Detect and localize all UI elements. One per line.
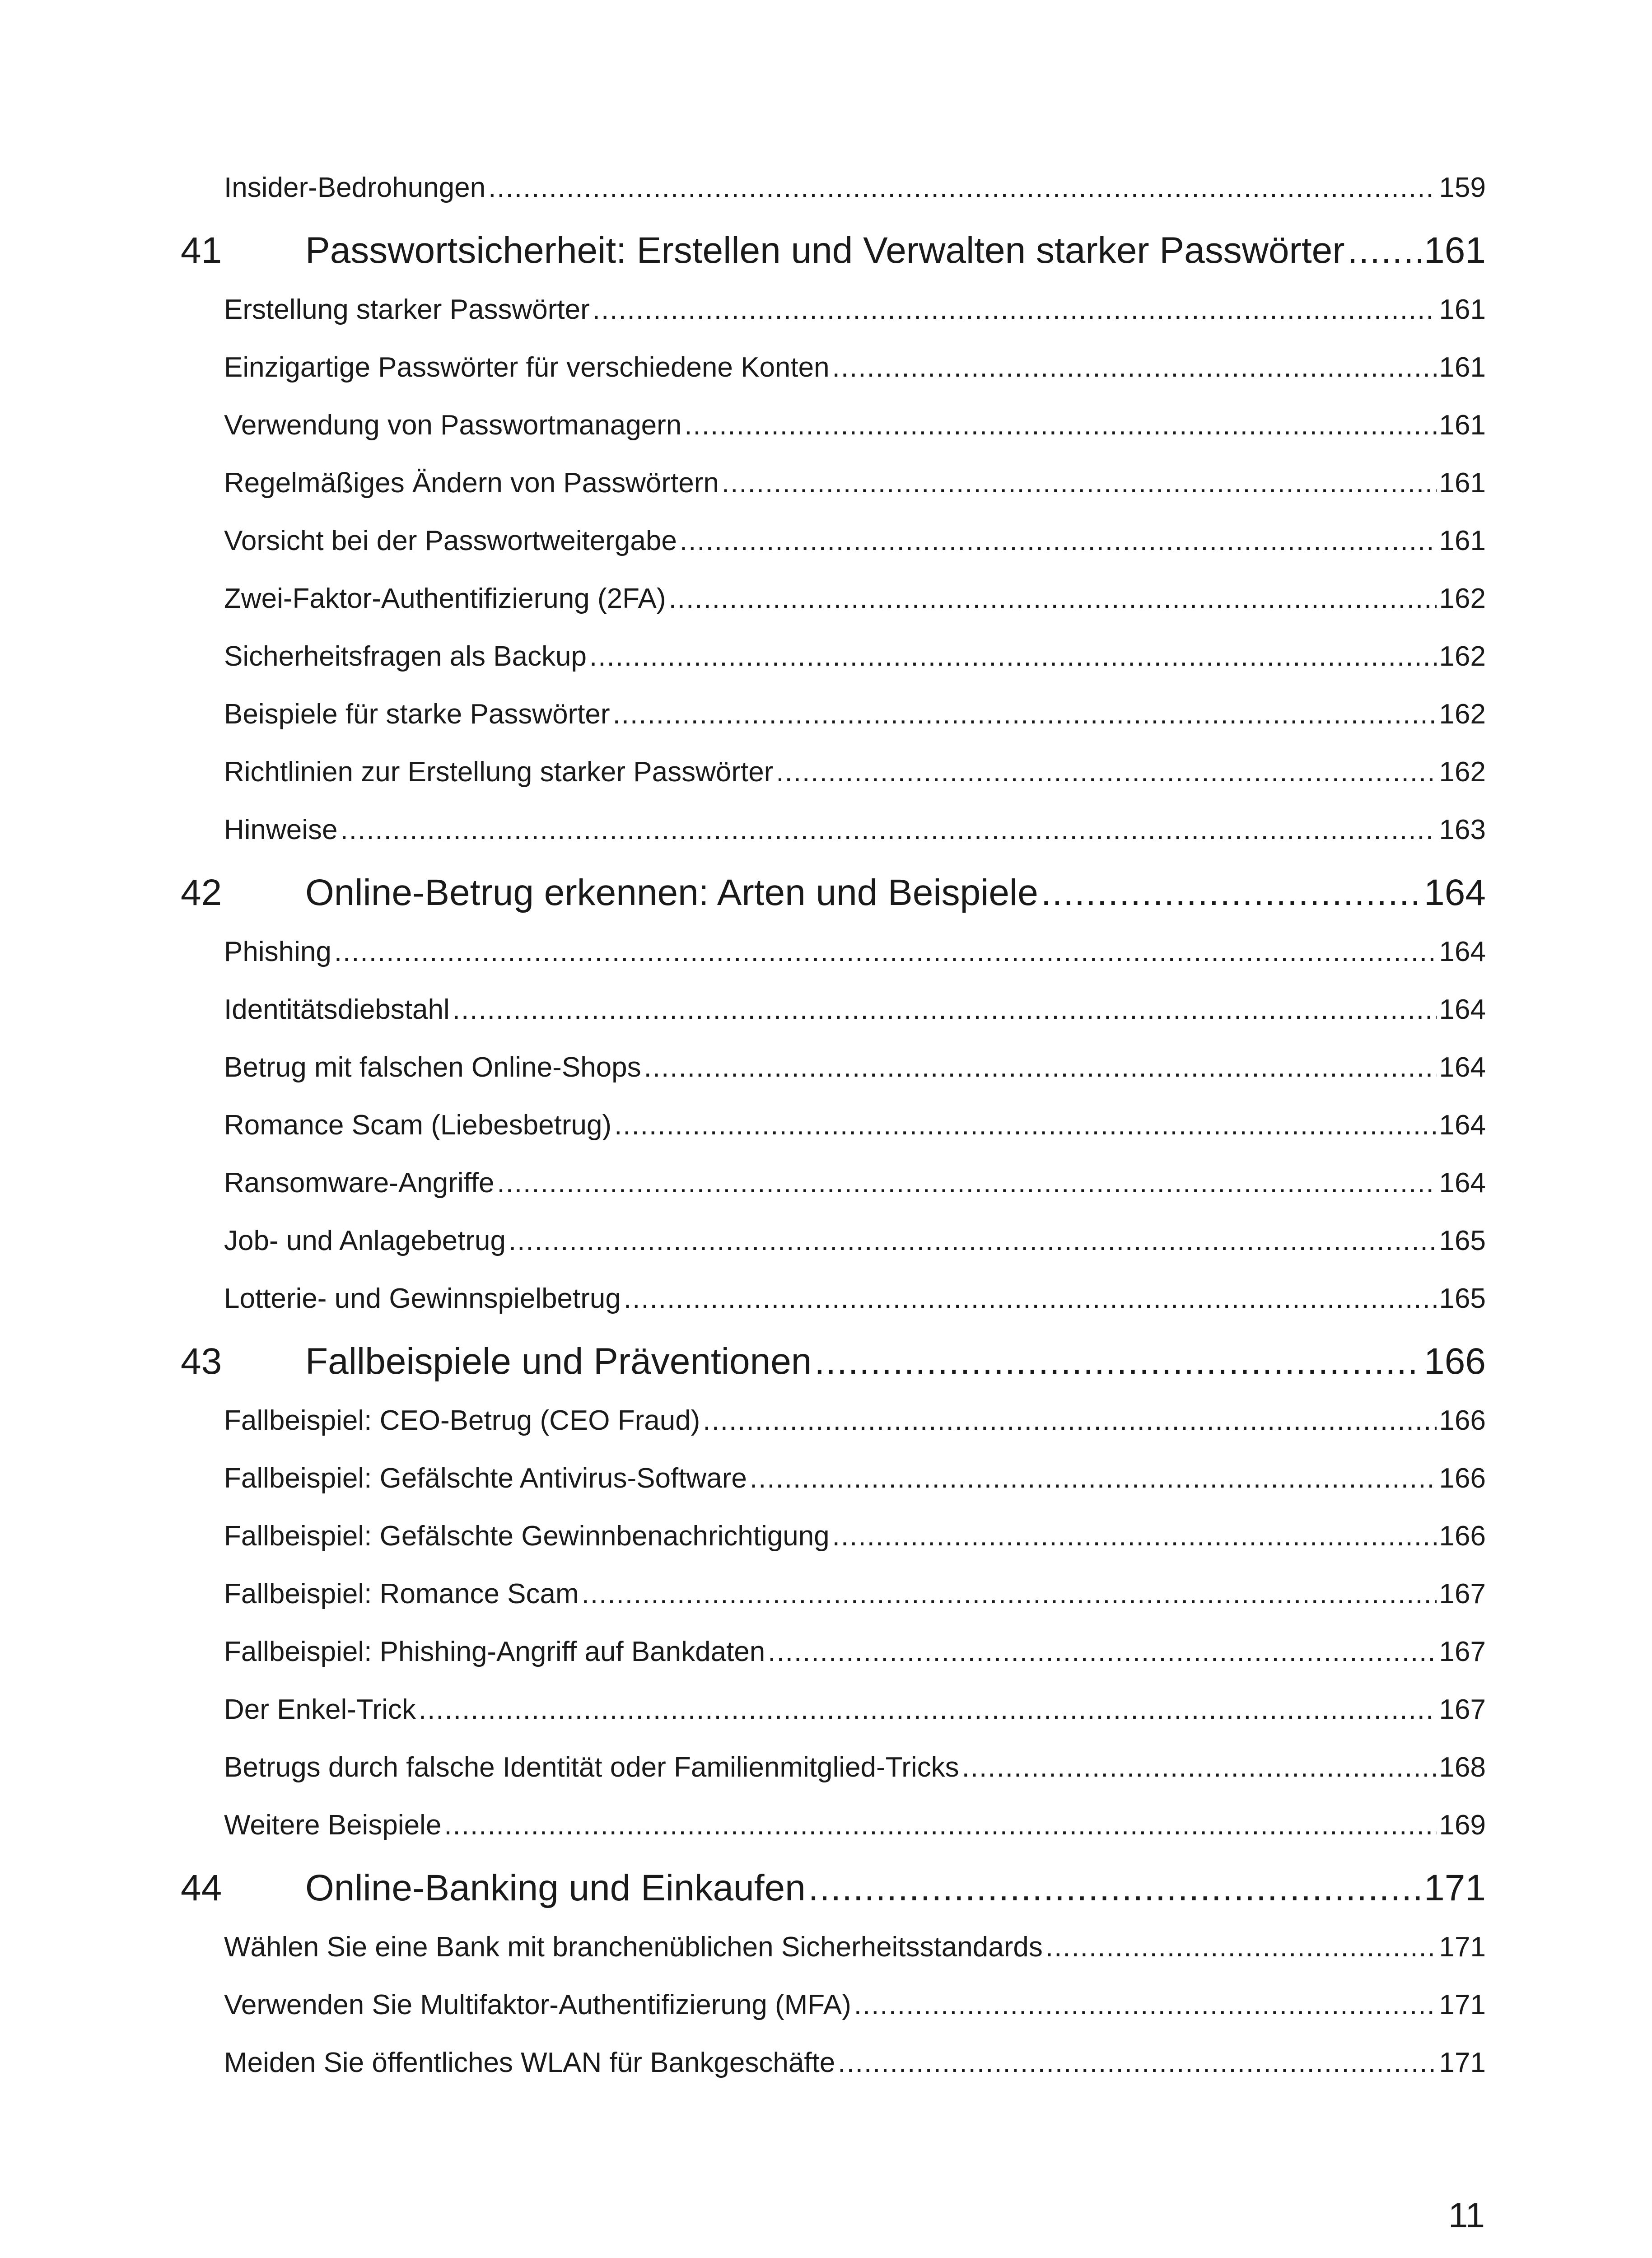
toc-entry-page: 164 — [1439, 1167, 1486, 1199]
dot-leader — [624, 1283, 1437, 1315]
toc-entry-page: 171 — [1439, 1931, 1486, 1963]
dot-leader — [341, 814, 1437, 846]
toc-entry-title: Online-Betrug erkennen: Arten und Beispiele — [305, 872, 1038, 913]
toc-entry-page: 162 — [1439, 756, 1486, 788]
toc-section-entry[interactable] — [181, 1694, 1486, 1751]
toc-entry-page: 164 — [1439, 936, 1486, 967]
toc-entry-page: 159 — [1439, 172, 1486, 203]
dot-leader — [1041, 872, 1421, 914]
toc-entry-page: 164 — [1439, 1110, 1486, 1141]
toc-entry-page: 166 — [1424, 1341, 1486, 1382]
toc-entry-title: Identitätsdiebstahl — [224, 994, 450, 1025]
toc-entry-title: Betrugs durch falsche Identität oder Familienmitglied-Tricks — [224, 1752, 959, 1783]
toc-entry-title: Der Enkel-Trick — [224, 1694, 416, 1725]
toc-entry-title: Weitere Beispiele — [224, 1810, 442, 1841]
toc-section-entry[interactable] — [181, 409, 1486, 467]
toc-section-entry[interactable] — [181, 1167, 1486, 1225]
toc-chapter-entry[interactable] — [181, 872, 1486, 936]
toc-section-entry[interactable] — [181, 1578, 1486, 1636]
toc-section-entry[interactable] — [181, 1051, 1486, 1109]
toc-entry-title: Online-Banking und Einkaufen — [305, 1867, 806, 1908]
dot-leader — [497, 1167, 1436, 1199]
toc-section-entry[interactable] — [181, 640, 1486, 698]
toc-section-entry[interactable] — [181, 1636, 1486, 1694]
dot-leader — [684, 409, 1436, 441]
toc-entry-title: Fallbeispiel: Romance Scam — [224, 1578, 579, 1610]
toc-entry-page: 171 — [1439, 1989, 1486, 2020]
toc-entry-title: Romance Scam (Liebesbetrug) — [224, 1110, 612, 1141]
toc-section-entry[interactable] — [181, 936, 1486, 994]
toc-entry-title: Hinweise — [224, 814, 338, 845]
toc-section-entry[interactable] — [181, 1751, 1486, 1809]
toc-entry-title: Passwortsicherheit: Erstellen und Verwalten starker Passwörter — [305, 230, 1345, 271]
dot-leader — [814, 1340, 1421, 1383]
toc-entry-page: 163 — [1439, 814, 1486, 845]
toc-entry-page: 165 — [1439, 1283, 1486, 1314]
toc-entry-title: Insider-Bedrohungen — [224, 172, 486, 203]
toc-section-entry[interactable] — [181, 1520, 1486, 1578]
toc-entry-title: Regelmäßiges Ändern von Passwörtern — [224, 467, 719, 499]
toc-entry-title: Wählen Sie eine Bank mit branchenüblichen Sicherheitsstandards — [224, 1931, 1043, 1963]
toc-entry-page: 167 — [1439, 1694, 1486, 1725]
toc-entry-title: Vorsicht bei der Passwortweitergabe — [224, 525, 677, 556]
toc-chapter-number: 44 — [181, 1867, 222, 1908]
toc-section-entry[interactable] — [181, 467, 1486, 525]
toc-entry-page: 168 — [1439, 1752, 1486, 1783]
toc-entry-page: 164 — [1424, 872, 1486, 913]
dot-leader — [614, 1109, 1436, 1141]
toc-section-entry[interactable] — [181, 1109, 1486, 1167]
toc-section-entry[interactable] — [181, 756, 1486, 814]
toc-section-entry[interactable] — [181, 2047, 1486, 2104]
toc-entry-page: 165 — [1439, 1225, 1486, 1256]
toc-chapter-number: 42 — [181, 872, 222, 913]
dot-leader — [419, 1694, 1437, 1726]
dot-leader — [854, 1989, 1437, 2021]
toc-entry-title: Verwenden Sie Multifaktor-Authentifizierung (MFA) — [224, 1989, 851, 2020]
toc-entry-title: Phishing — [224, 936, 331, 967]
toc-section-entry[interactable] — [181, 583, 1486, 640]
toc-section-entry[interactable] — [181, 1462, 1486, 1520]
toc-section-entry[interactable] — [181, 994, 1486, 1051]
toc-entry-page: 161 — [1439, 294, 1486, 325]
dot-leader — [776, 756, 1436, 788]
toc-entry-title: Lotterie- und Gewinnspielbetrug — [224, 1283, 621, 1314]
toc-entry-page: 164 — [1439, 994, 1486, 1025]
toc-section-entry[interactable] — [181, 1989, 1486, 2047]
toc-chapter-number: 43 — [181, 1341, 222, 1382]
toc-section-entry[interactable] — [181, 525, 1486, 583]
dot-leader — [680, 525, 1437, 557]
dot-leader — [613, 698, 1437, 730]
dot-leader — [838, 2047, 1436, 2079]
toc-section-entry[interactable] — [181, 351, 1486, 409]
toc-entry-title: Beispiele für starke Passwörter — [224, 699, 610, 730]
toc-entry-page: 161 — [1439, 352, 1486, 383]
toc-entry-page: 162 — [1439, 641, 1486, 672]
table-of-contents — [181, 172, 1486, 2104]
toc-chapter-entry[interactable] — [181, 1340, 1486, 1404]
toc-entry-page: 162 — [1439, 699, 1486, 730]
toc-section-entry[interactable] — [181, 814, 1486, 872]
dot-leader — [750, 1462, 1437, 1494]
dot-leader — [808, 1867, 1421, 1909]
toc-entry-title: Verwendung von Passwortmanagern — [224, 410, 682, 441]
toc-chapter-entry[interactable] — [181, 1867, 1486, 1931]
toc-section-entry[interactable] — [181, 1404, 1486, 1462]
toc-entry-page: 171 — [1439, 2047, 1486, 2078]
dot-leader — [703, 1404, 1436, 1437]
dot-leader — [832, 351, 1437, 383]
toc-entry-page: 169 — [1439, 1810, 1486, 1841]
toc-section-entry[interactable] — [181, 1283, 1486, 1340]
dot-leader — [509, 1225, 1437, 1257]
toc-entry-page: 164 — [1439, 1052, 1486, 1083]
toc-chapter-number: 41 — [181, 230, 222, 271]
dot-leader — [669, 583, 1437, 615]
dot-leader — [334, 936, 1437, 968]
toc-entry-title: Betrug mit falschen Online-Shops — [224, 1052, 641, 1083]
toc-entry-title: Richtlinien zur Erstellung starker Passwörter — [224, 756, 774, 788]
page-number: 11 — [1448, 2195, 1485, 2235]
toc-entry-page: 161 — [1424, 230, 1486, 271]
toc-entry-page: 161 — [1439, 525, 1486, 556]
toc-section-entry[interactable] — [181, 698, 1486, 756]
toc-entry-title: Fallbeispiel: Gefälschte Antivirus-Software — [224, 1463, 747, 1494]
toc-entry-title: Job- und Anlagebetrug — [224, 1225, 506, 1256]
toc-entry-title: Fallbeispiele und Präventionen — [305, 1341, 812, 1382]
toc-entry-page: 167 — [1439, 1578, 1486, 1610]
dot-leader — [582, 1578, 1437, 1610]
dot-leader — [722, 467, 1437, 499]
toc-entry-page: 161 — [1439, 410, 1486, 441]
toc-entry-title: Erstellung starker Passwörter — [224, 294, 590, 325]
toc-entry-title: Fallbeispiel: Phishing-Angriff auf Bankdaten — [224, 1636, 765, 1667]
toc-section-entry[interactable] — [181, 1809, 1486, 1867]
dot-leader — [444, 1809, 1436, 1841]
toc-entry-title: Meiden Sie öffentliches WLAN für Bankgeschäfte — [224, 2047, 835, 2078]
toc-entry-page: 162 — [1439, 583, 1486, 614]
toc-entry-page: 166 — [1439, 1521, 1486, 1552]
toc-chapter-entry[interactable] — [181, 229, 1486, 294]
dot-leader — [1045, 1931, 1437, 1963]
toc-entry-page: 166 — [1439, 1463, 1486, 1494]
dot-leader — [589, 640, 1437, 672]
toc-entry-title: Fallbeispiel: CEO-Betrug (CEO Fraud) — [224, 1405, 700, 1436]
dot-leader — [962, 1751, 1437, 1783]
dot-leader — [1348, 229, 1422, 272]
toc-entry-page: 171 — [1424, 1867, 1486, 1908]
dot-leader — [453, 994, 1437, 1026]
dot-leader — [488, 172, 1436, 204]
toc-entry-title: Zwei-Faktor-Authentifizierung (2FA) — [224, 583, 666, 614]
dot-leader — [593, 294, 1437, 326]
toc-entry-page: 167 — [1439, 1636, 1486, 1667]
dot-leader — [768, 1636, 1436, 1668]
toc-entry-title: Sicherheitsfragen als Backup — [224, 641, 587, 672]
toc-section-entry[interactable] — [181, 294, 1486, 351]
toc-entry-title: Ransomware-Angriffe — [224, 1167, 495, 1199]
toc-entry-title: Einzigartige Passwörter für verschiedene Konten — [224, 352, 830, 383]
dot-leader — [832, 1520, 1437, 1552]
toc-section-entry[interactable] — [181, 1225, 1486, 1283]
toc-section-entry[interactable] — [181, 172, 1486, 229]
toc-section-entry[interactable] — [181, 1931, 1486, 1989]
dot-leader — [644, 1051, 1437, 1083]
toc-entry-page: 161 — [1439, 467, 1486, 499]
toc-entry-page: 166 — [1439, 1405, 1486, 1436]
toc-entry-title: Fallbeispiel: Gefälschte Gewinnbenachrichtigung — [224, 1521, 830, 1552]
